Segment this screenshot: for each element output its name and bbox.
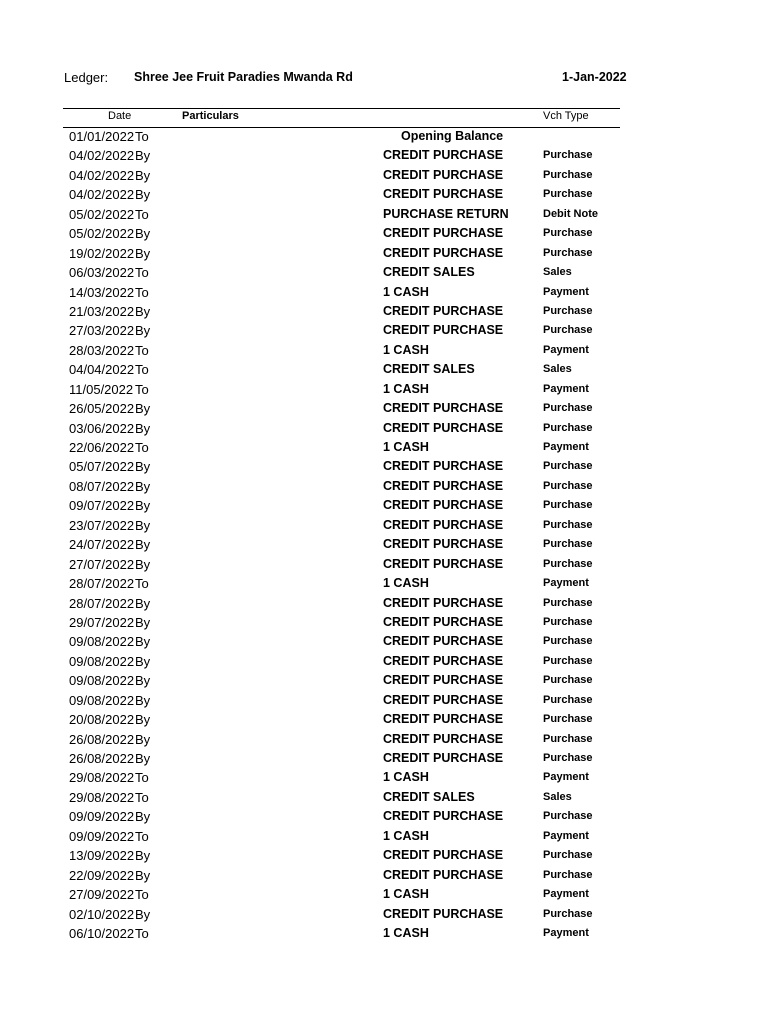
row-vch-type: Payment bbox=[543, 441, 589, 453]
row-particulars: CREDIT PURCHASE bbox=[383, 478, 504, 493]
row-vch-type: Purchase bbox=[543, 693, 593, 706]
row-direction: By bbox=[135, 653, 151, 669]
table-row bbox=[0, 399, 768, 418]
row-date: 09/08/2022 bbox=[69, 634, 135, 650]
row-date: 27/09/2022 bbox=[69, 887, 135, 903]
column-header-vch-type: Vch Type bbox=[543, 110, 589, 122]
table-row bbox=[0, 730, 768, 749]
row-direction: By bbox=[135, 614, 151, 630]
table-row bbox=[0, 788, 768, 807]
row-particulars: 1 CASH bbox=[383, 284, 429, 299]
row-direction: By bbox=[135, 537, 151, 553]
row-particulars: CREDIT PURCHASE bbox=[383, 167, 504, 182]
table-row bbox=[0, 477, 768, 496]
row-date: 02/10/2022 bbox=[69, 906, 135, 922]
row-vch-type: Payment bbox=[543, 382, 589, 395]
table-row bbox=[0, 671, 768, 690]
row-date: 11/05/2022 bbox=[69, 381, 134, 397]
row-direction: By bbox=[135, 498, 151, 514]
row-direction: To bbox=[135, 828, 149, 844]
row-particulars: PURCHASE RETURN bbox=[383, 206, 509, 221]
row-vch-type: Purchase bbox=[543, 188, 593, 201]
row-direction: By bbox=[135, 401, 151, 417]
table-row bbox=[0, 146, 768, 165]
row-particulars: 1 CASH bbox=[383, 440, 429, 454]
table-row bbox=[0, 885, 768, 904]
table-row bbox=[0, 244, 768, 263]
table-row bbox=[0, 341, 768, 360]
row-vch-type: Payment bbox=[543, 829, 589, 842]
row-particulars: CREDIT PURCHASE bbox=[383, 420, 504, 435]
row-date: 09/08/2022 bbox=[69, 653, 135, 669]
row-vch-type: Purchase bbox=[543, 168, 593, 181]
table-row bbox=[0, 283, 768, 302]
row-vch-type: Purchase bbox=[543, 421, 593, 434]
table-row bbox=[0, 263, 768, 282]
row-vch-type: Purchase bbox=[543, 402, 593, 415]
row-date: 14/03/2022 bbox=[69, 284, 135, 300]
row-direction: To bbox=[135, 440, 149, 455]
row-date: 04/04/2022 bbox=[69, 362, 135, 378]
row-direction: To bbox=[135, 789, 149, 805]
row-particulars: CREDIT PURCHASE bbox=[383, 634, 504, 649]
row-direction: By bbox=[135, 731, 151, 747]
table-row bbox=[0, 205, 768, 224]
table-row bbox=[0, 807, 768, 826]
row-vch-type: Purchase bbox=[543, 518, 593, 531]
row-particulars: CREDIT SALES bbox=[383, 265, 475, 280]
row-direction: To bbox=[135, 887, 149, 903]
row-particulars: 1 CASH bbox=[383, 887, 429, 902]
row-direction: To bbox=[135, 770, 149, 786]
row-direction: By bbox=[135, 809, 151, 825]
row-particulars: CREDIT PURCHASE bbox=[383, 517, 504, 532]
row-direction: By bbox=[135, 692, 151, 708]
row-date: 27/03/2022 bbox=[69, 323, 135, 339]
row-vch-type: Payment bbox=[543, 926, 589, 939]
row-date: 09/09/2022 bbox=[69, 809, 135, 825]
table-row bbox=[0, 302, 768, 321]
table-row bbox=[0, 846, 768, 865]
table-row bbox=[0, 827, 768, 846]
row-date: 08/07/2022 bbox=[69, 478, 135, 494]
row-vch-type: Purchase bbox=[543, 557, 593, 570]
row-vch-type: Purchase bbox=[543, 654, 593, 667]
header-top-rule bbox=[63, 108, 620, 109]
row-particulars: CREDIT PURCHASE bbox=[383, 245, 504, 260]
row-direction: By bbox=[135, 517, 151, 533]
table-row bbox=[0, 613, 768, 632]
row-particulars: 1 CASH bbox=[383, 828, 429, 843]
row-direction: By bbox=[135, 148, 151, 164]
row-date: 20/08/2022 bbox=[69, 712, 135, 728]
row-direction: To bbox=[135, 129, 149, 144]
row-direction: By bbox=[135, 751, 151, 766]
row-vch-type: Purchase bbox=[543, 635, 593, 648]
table-row bbox=[0, 652, 768, 671]
row-vch-type: Payment bbox=[543, 888, 589, 901]
row-vch-type: Purchase bbox=[543, 499, 593, 512]
row-date: 06/03/2022 bbox=[69, 265, 135, 281]
row-date: 05/07/2022 bbox=[69, 459, 135, 475]
row-date: 28/07/2022 bbox=[69, 576, 135, 592]
row-particulars: CREDIT PURCHASE bbox=[383, 459, 504, 474]
row-date: 09/08/2022 bbox=[69, 692, 135, 708]
row-vch-type: Purchase bbox=[543, 246, 593, 259]
row-direction: By bbox=[135, 245, 151, 261]
row-particulars: CREDIT PURCHASE bbox=[383, 712, 504, 727]
row-date: 28/03/2022 bbox=[69, 342, 135, 358]
row-particulars: CREDIT PURCHASE bbox=[383, 148, 504, 163]
table-row bbox=[0, 438, 768, 457]
row-particulars: CREDIT PURCHASE bbox=[383, 323, 504, 338]
row-date: 09/07/2022 bbox=[69, 498, 135, 514]
row-vch-type: Purchase bbox=[543, 304, 593, 317]
row-particulars: 1 CASH bbox=[383, 342, 429, 357]
row-date: 03/06/2022 bbox=[69, 420, 135, 436]
row-direction: To bbox=[135, 362, 149, 378]
row-date: 21/03/2022 bbox=[69, 303, 135, 319]
row-particulars: 1 CASH bbox=[383, 381, 429, 396]
table-row bbox=[0, 419, 768, 438]
row-date: 28/07/2022 bbox=[69, 595, 135, 611]
row-particulars: CREDIT PURCHASE bbox=[383, 867, 504, 882]
table-row bbox=[0, 574, 768, 593]
row-vch-type: Debit Note bbox=[543, 207, 598, 220]
row-date: 29/08/2022 bbox=[69, 770, 135, 786]
row-particulars: CREDIT PURCHASE bbox=[383, 614, 504, 629]
row-vch-type: Purchase bbox=[543, 907, 593, 920]
row-vch-type: Purchase bbox=[543, 615, 593, 628]
row-vch-type: Purchase bbox=[543, 732, 593, 745]
row-date: 24/07/2022 bbox=[69, 537, 135, 553]
table-row bbox=[0, 224, 768, 243]
row-date: 01/01/2022 bbox=[69, 129, 135, 144]
row-particulars: CREDIT PURCHASE bbox=[383, 906, 504, 921]
row-particulars: CREDIT PURCHASE bbox=[383, 537, 504, 552]
row-date: 06/10/2022 bbox=[69, 925, 135, 941]
ledger-name: Shree Jee Fruit Paradies Mwanda Rd bbox=[134, 70, 353, 84]
table-row bbox=[0, 516, 768, 535]
row-direction: By bbox=[135, 595, 151, 611]
row-direction: To bbox=[135, 265, 149, 281]
row-particulars: 1 CASH bbox=[383, 576, 429, 591]
row-direction: To bbox=[135, 284, 149, 300]
row-direction: By bbox=[135, 867, 151, 883]
row-date: 29/07/2022 bbox=[69, 614, 135, 630]
row-direction: By bbox=[135, 226, 151, 242]
row-date: 04/02/2022 bbox=[69, 187, 135, 203]
row-direction: To bbox=[135, 925, 149, 941]
row-particulars: CREDIT PURCHASE bbox=[383, 401, 504, 416]
row-date: 05/02/2022 bbox=[69, 226, 135, 242]
row-particulars: CREDIT PURCHASE bbox=[383, 751, 504, 765]
row-particulars: 1 CASH bbox=[383, 770, 429, 785]
row-particulars: CREDIT PURCHASE bbox=[383, 731, 504, 746]
row-direction: By bbox=[135, 556, 151, 572]
row-vch-type: Purchase bbox=[543, 868, 593, 881]
row-vch-type: Purchase bbox=[543, 713, 593, 726]
row-vch-type: Payment bbox=[543, 771, 589, 784]
ledger-table-body bbox=[0, 127, 768, 943]
row-vch-type: Sales bbox=[543, 790, 572, 803]
table-row bbox=[0, 380, 768, 399]
row-vch-type: Purchase bbox=[543, 849, 593, 862]
row-date: 19/02/2022 bbox=[69, 245, 135, 261]
row-vch-type: Sales bbox=[543, 266, 572, 279]
row-date: 26/08/2022 bbox=[69, 751, 135, 766]
row-date: 09/09/2022 bbox=[69, 828, 135, 844]
table-row bbox=[0, 749, 768, 768]
row-vch-type: Purchase bbox=[543, 810, 593, 823]
table-row bbox=[0, 321, 768, 340]
table-row bbox=[0, 924, 768, 943]
row-date: 26/08/2022 bbox=[69, 731, 135, 747]
row-particulars: Opening Balance bbox=[401, 129, 504, 143]
row-vch-type: Purchase bbox=[543, 596, 593, 609]
row-particulars: CREDIT SALES bbox=[383, 362, 475, 377]
row-direction: By bbox=[135, 323, 151, 339]
row-direction: By bbox=[135, 848, 151, 864]
table-row bbox=[0, 166, 768, 185]
row-direction: By bbox=[135, 712, 151, 728]
table-row bbox=[0, 360, 768, 379]
row-particulars: CREDIT PURCHASE bbox=[383, 187, 504, 202]
row-vch-type: Purchase bbox=[543, 752, 593, 764]
table-row bbox=[0, 496, 768, 515]
ledger-period: 1-Jan-2022 bbox=[562, 70, 627, 84]
table-row bbox=[0, 127, 768, 146]
row-particulars: CREDIT PURCHASE bbox=[383, 809, 504, 824]
table-row bbox=[0, 866, 768, 885]
row-particulars: CREDIT PURCHASE bbox=[383, 673, 504, 688]
row-vch-type: Purchase bbox=[543, 674, 593, 687]
row-direction: To bbox=[135, 206, 149, 222]
table-row bbox=[0, 632, 768, 651]
table-row bbox=[0, 594, 768, 613]
row-particulars: CREDIT SALES bbox=[383, 789, 475, 804]
row-particulars: CREDIT PURCHASE bbox=[383, 692, 504, 707]
row-particulars: 1 CASH bbox=[383, 925, 429, 940]
row-direction: By bbox=[135, 673, 151, 689]
row-direction: To bbox=[135, 576, 149, 592]
row-date: 23/07/2022 bbox=[69, 517, 135, 533]
table-row bbox=[0, 535, 768, 554]
row-direction: By bbox=[135, 906, 151, 922]
row-direction: To bbox=[135, 342, 149, 358]
table-row bbox=[0, 691, 768, 710]
row-particulars: CREDIT PURCHASE bbox=[383, 653, 504, 668]
table-row bbox=[0, 768, 768, 787]
row-date: 13/09/2022 bbox=[69, 848, 135, 864]
row-particulars: CREDIT PURCHASE bbox=[383, 556, 504, 571]
row-vch-type: Purchase bbox=[543, 227, 593, 240]
table-row bbox=[0, 457, 768, 476]
row-direction: By bbox=[135, 478, 151, 494]
row-vch-type: Purchase bbox=[543, 479, 593, 492]
row-direction: To bbox=[135, 381, 149, 397]
row-date: 29/08/2022 bbox=[69, 789, 135, 805]
row-direction: By bbox=[135, 167, 151, 183]
row-vch-type: Purchase bbox=[543, 460, 593, 473]
row-direction: By bbox=[135, 420, 151, 436]
row-direction: By bbox=[135, 634, 151, 650]
row-date: 22/09/2022 bbox=[69, 867, 135, 883]
column-header-date: Date bbox=[108, 110, 132, 122]
row-particulars: CREDIT PURCHASE bbox=[383, 498, 504, 513]
row-vch-type: Purchase bbox=[543, 538, 593, 551]
row-date: 05/02/2022 bbox=[69, 206, 135, 222]
ledger-label: Ledger: bbox=[64, 70, 109, 85]
row-vch-type: Payment bbox=[543, 285, 589, 298]
row-date: 04/02/2022 bbox=[69, 167, 135, 183]
row-date: 27/07/2022 bbox=[69, 556, 135, 572]
row-direction: By bbox=[135, 187, 151, 203]
table-row bbox=[0, 905, 768, 924]
row-particulars: CREDIT PURCHASE bbox=[383, 595, 504, 610]
table-row bbox=[0, 185, 768, 204]
row-particulars: CREDIT PURCHASE bbox=[383, 303, 504, 318]
row-vch-type: Sales bbox=[543, 363, 572, 376]
table-row bbox=[0, 555, 768, 574]
row-direction: By bbox=[135, 459, 151, 475]
row-vch-type: Purchase bbox=[543, 324, 593, 337]
row-vch-type: Payment bbox=[543, 343, 589, 356]
row-date: 26/05/2022 bbox=[69, 401, 135, 417]
row-particulars: CREDIT PURCHASE bbox=[383, 226, 504, 241]
row-direction: By bbox=[135, 303, 151, 319]
row-vch-type: Purchase bbox=[543, 149, 593, 162]
row-vch-type: Payment bbox=[543, 577, 589, 590]
row-date: 09/08/2022 bbox=[69, 673, 135, 689]
row-particulars: CREDIT PURCHASE bbox=[383, 848, 504, 863]
row-date: 22/06/2022 bbox=[69, 440, 135, 455]
row-date: 04/02/2022 bbox=[69, 148, 135, 164]
column-header-particulars: Particulars bbox=[182, 110, 239, 122]
table-row bbox=[0, 710, 768, 729]
